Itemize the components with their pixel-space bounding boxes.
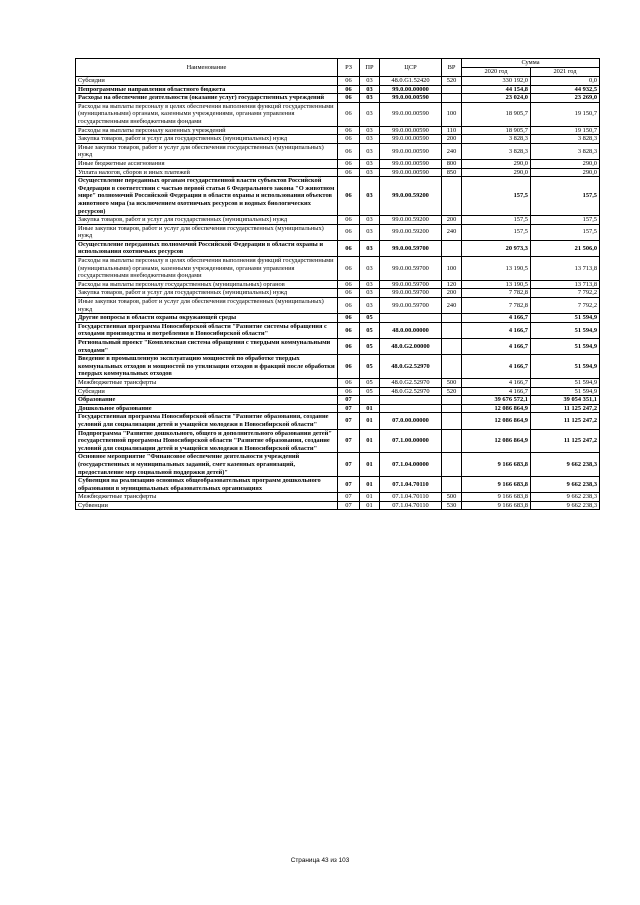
cell-rz: 07 [338, 396, 360, 405]
cell-vr: 520 [442, 387, 462, 396]
cell-2020: 23 024,0 [462, 94, 531, 103]
cell-csr [380, 314, 442, 323]
cell-csr: 99.0.00.00590 [380, 168, 442, 177]
cell-pr: 03 [360, 135, 380, 144]
cell-vr [442, 177, 462, 216]
cell-name: Другие вопросы в области охраны окружающей среды [76, 314, 338, 323]
cell-vr [442, 396, 462, 405]
cell-2021: 11 125 247,2 [531, 429, 600, 453]
page-number: Страница 43 из 103 [290, 857, 350, 864]
cell-vr [442, 85, 462, 94]
cell-2021: 13 713,8 [531, 257, 600, 281]
table-row [76, 298, 600, 314]
table-row [76, 102, 600, 126]
cell-vr [442, 339, 462, 355]
cell-2021: 19 150,7 [531, 102, 600, 126]
cell-vr: 240 [442, 298, 462, 314]
cell-2021: 290,0 [531, 159, 600, 168]
cell-pr: 03 [360, 289, 380, 298]
cell-rz: 07 [338, 477, 360, 493]
cell-vr [442, 477, 462, 493]
cell-2021: 51 594,9 [531, 355, 600, 379]
cell-csr: 48.0.G2.52970 [380, 378, 442, 387]
cell-rz: 06 [338, 387, 360, 396]
cell-vr: 120 [442, 280, 462, 289]
cell-vr [442, 240, 462, 256]
cell-name: Закупка товаров, работ и услуг для государственных (муниципальных) нужд [76, 216, 338, 225]
cell-name: Иные закупки товаров, работ и услуг для обеспечения государственных (муниципальных) нужд [76, 143, 338, 159]
cell-rz: 06 [338, 102, 360, 126]
cell-name: Региональный проект "Комплексная система обращения с твердыми коммунальными отходами" [76, 339, 338, 355]
cell-name: Расходы на выплаты персоналу казенных учреждений [76, 126, 338, 135]
cell-vr: 100 [442, 102, 462, 126]
cell-name: Межбюджетные трансферты [76, 493, 338, 502]
cell-2020: 290,0 [462, 168, 531, 177]
table-row [76, 355, 600, 379]
cell-csr: 48.0.G2.52970 [380, 387, 442, 396]
table-row [76, 159, 600, 168]
cell-vr [442, 94, 462, 103]
table-row [76, 177, 600, 216]
cell-rz: 07 [338, 429, 360, 453]
cell-rz: 06 [338, 177, 360, 216]
column-header-2021: 2021 год [531, 68, 600, 77]
cell-name: Подпрограмма "Развитие дошкольного, общего и дополнительного образования детей" государственной программы Новосибирской области "Развитие образования, создание условий для социализации детей и учащейся молодежи в Новосибирской области" [76, 429, 338, 453]
cell-pr: 05 [360, 339, 380, 355]
cell-vr: 110 [442, 126, 462, 135]
cell-2021: 39 054 351,1 [531, 396, 600, 405]
cell-2020: 13 190,5 [462, 257, 531, 281]
cell-name: Субвенции [76, 501, 338, 510]
cell-csr: 07.1.04.70110 [380, 501, 442, 510]
cell-2021: 157,5 [531, 216, 600, 225]
cell-rz: 06 [338, 355, 360, 379]
cell-csr: 07.1.04.70110 [380, 493, 442, 502]
cell-2020: 3 828,3 [462, 143, 531, 159]
cell-2020: 157,5 [462, 216, 531, 225]
budget-table-sheet [75, 58, 599, 510]
table-row [76, 280, 600, 289]
cell-rz: 06 [338, 216, 360, 225]
cell-pr: 01 [360, 413, 380, 429]
cell-pr [360, 396, 380, 405]
cell-vr: 100 [442, 257, 462, 281]
cell-name: Расходы на выплаты персоналу в целях обеспечения выполнения функций государственными (муниципальными) органами, казенными учреждениями, органами управления государственными внебюджетными фондами [76, 257, 338, 281]
cell-2021: 19 150,7 [531, 126, 600, 135]
cell-2020: 7 782,8 [462, 298, 531, 314]
cell-2020: 157,5 [462, 224, 531, 240]
cell-2020: 44 154,8 [462, 85, 531, 94]
cell-pr: 03 [360, 224, 380, 240]
cell-2020: 20 973,3 [462, 240, 531, 256]
cell-pr: 03 [360, 280, 380, 289]
cell-pr: 03 [360, 240, 380, 256]
table-row [76, 413, 600, 429]
cell-name: Расходы на обеспечение деятельности (оказание услуг) государственных учреждений [76, 94, 338, 103]
cell-2020: 4 166,7 [462, 378, 531, 387]
cell-2020: 39 676 572,1 [462, 396, 531, 405]
cell-name: Иные закупки товаров, работ и услуг для обеспечения государственных (муниципальных) нужд [76, 224, 338, 240]
cell-2021: 51 594,9 [531, 314, 600, 323]
table-row [76, 493, 600, 502]
cell-vr [442, 413, 462, 429]
table-row [76, 322, 600, 338]
cell-rz: 07 [338, 493, 360, 502]
table-row [76, 126, 600, 135]
cell-csr: 07.0.00.00000 [380, 413, 442, 429]
cell-2020: 290,0 [462, 159, 531, 168]
cell-2021: 0,0 [531, 77, 600, 86]
cell-2020: 12 086 864,9 [462, 413, 531, 429]
cell-pr: 01 [360, 429, 380, 453]
cell-vr: 520 [442, 77, 462, 86]
cell-2021: 23 269,0 [531, 94, 600, 103]
cell-2020: 330 192,0 [462, 77, 531, 86]
cell-2020: 7 782,8 [462, 289, 531, 298]
cell-2021: 13 713,8 [531, 280, 600, 289]
cell-name: Закупка товаров, работ и услуг для государственных (муниципальных) нужд [76, 135, 338, 144]
cell-2021: 11 125 247,2 [531, 404, 600, 413]
cell-csr: 48.0.00.00000 [380, 322, 442, 338]
cell-rz: 07 [338, 501, 360, 510]
cell-name: Государственная программа Новосибирской области "Развитие системы обращения с отходами производства и потребления в Новосибирской области" [76, 322, 338, 338]
cell-name: Дошкольное образование [76, 404, 338, 413]
table-row [76, 94, 600, 103]
cell-vr [442, 314, 462, 323]
cell-rz: 06 [338, 85, 360, 94]
table-row [76, 289, 600, 298]
cell-csr: 99.0.00.00590 [380, 135, 442, 144]
table-row [76, 85, 600, 94]
cell-csr: 99.0.00.00590 [380, 94, 442, 103]
cell-csr [380, 404, 442, 413]
cell-name: Расходы на выплаты персоналу в целях обеспечения выполнения функций государственными (муниципальными) органами, казенными учреждениями, органами управления государственными внебюджетными фондами [76, 102, 338, 126]
cell-pr: 03 [360, 77, 380, 86]
cell-2020: 12 086 864,9 [462, 429, 531, 453]
cell-rz: 06 [338, 143, 360, 159]
cell-vr: 500 [442, 493, 462, 502]
cell-csr: 99.0.00.59200 [380, 177, 442, 216]
cell-csr: 99.0.00.59200 [380, 216, 442, 225]
cell-2021: 7 792,2 [531, 298, 600, 314]
table-body [76, 77, 600, 510]
cell-2021: 3 828,3 [531, 135, 600, 144]
cell-2020: 13 190,5 [462, 280, 531, 289]
cell-2021: 157,5 [531, 224, 600, 240]
cell-2020: 4 166,7 [462, 387, 531, 396]
cell-rz: 07 [338, 404, 360, 413]
cell-2021: 9 662 238,3 [531, 453, 600, 477]
cell-name: Уплата налогов, сборов и иных платежей [76, 168, 338, 177]
cell-pr: 03 [360, 216, 380, 225]
cell-2021: 7 792,2 [531, 289, 600, 298]
cell-name: Основное мероприятие "Финансовое обеспечение деятельности учреждений (государственных и муниципальных заданий, смет казенных организаций, предоставление мер социальной поддержки детей)" [76, 453, 338, 477]
cell-rz: 06 [338, 77, 360, 86]
table-row [76, 240, 600, 256]
cell-pr: 03 [360, 257, 380, 281]
cell-vr: 200 [442, 289, 462, 298]
column-header-sum: Сумма [462, 59, 600, 68]
cell-vr [442, 355, 462, 379]
table-row [76, 429, 600, 453]
cell-vr: 240 [442, 143, 462, 159]
cell-csr: 99.0.00.59700 [380, 280, 442, 289]
cell-pr: 01 [360, 477, 380, 493]
cell-vr: 850 [442, 168, 462, 177]
cell-csr: 99.0.00.00590 [380, 126, 442, 135]
cell-2021: 51 594,9 [531, 387, 600, 396]
cell-2021: 9 662 238,3 [531, 493, 600, 502]
cell-2021: 11 125 247,2 [531, 413, 600, 429]
cell-vr [442, 429, 462, 453]
cell-rz: 06 [338, 224, 360, 240]
cell-name: Осуществление переданных полномочий Российской Федерации в области охраны и использования охотничьих ресурсов [76, 240, 338, 256]
cell-rz: 06 [338, 314, 360, 323]
cell-2020: 12 086 864,9 [462, 404, 531, 413]
cell-name: Введение в промышленную эксплуатацию мощностей по обработке твердых коммунальных отходов и мощностей по утилизации отходов и фракций после обработки твердых коммунальных отходов [76, 355, 338, 379]
cell-name: Иные бюджетные ассигнования [76, 159, 338, 168]
cell-rz: 07 [338, 453, 360, 477]
cell-2021: 157,5 [531, 177, 600, 216]
cell-csr: 48.0.G1.52420 [380, 77, 442, 86]
table-row [76, 453, 600, 477]
table-row [76, 404, 600, 413]
cell-2021: 51 594,9 [531, 339, 600, 355]
cell-rz: 06 [338, 298, 360, 314]
table-row [76, 477, 600, 493]
cell-pr: 05 [360, 322, 380, 338]
cell-csr: 99.0.00.00590 [380, 102, 442, 126]
cell-name: Непрограммные направления областного бюджета [76, 85, 338, 94]
table-row [76, 501, 600, 510]
cell-csr: 48.0.G2.52970 [380, 355, 442, 379]
cell-rz: 07 [338, 413, 360, 429]
cell-2020: 4 166,7 [462, 314, 531, 323]
cell-2020: 4 166,7 [462, 322, 531, 338]
table-row [76, 257, 600, 281]
cell-name: Расходы на выплаты персоналу государственных (муниципальных) органов [76, 280, 338, 289]
table-row [76, 168, 600, 177]
cell-csr: 07.1.04.70110 [380, 477, 442, 493]
budget-table [75, 58, 600, 510]
cell-vr [442, 453, 462, 477]
cell-rz: 06 [338, 289, 360, 298]
cell-vr [442, 404, 462, 413]
cell-2020: 9 166 683,8 [462, 453, 531, 477]
cell-pr: 01 [360, 501, 380, 510]
cell-csr [380, 396, 442, 405]
cell-name: Государственная программа Новосибирской области "Развитие образования, создание условий для социализации детей и учащейся молодежи в Новосибирской области" [76, 413, 338, 429]
column-header-pr: ПР [360, 59, 380, 77]
cell-vr: 240 [442, 224, 462, 240]
cell-pr: 03 [360, 159, 380, 168]
column-header-2020: 2020 год [462, 68, 531, 77]
cell-csr: 07.1.04.00000 [380, 453, 442, 477]
cell-2020: 4 166,7 [462, 339, 531, 355]
cell-pr: 03 [360, 126, 380, 135]
cell-rz: 06 [338, 257, 360, 281]
cell-2021: 3 828,3 [531, 143, 600, 159]
cell-rz: 06 [338, 94, 360, 103]
table-row [76, 224, 600, 240]
cell-csr: 99.0.00.59700 [380, 240, 442, 256]
table-row [76, 378, 600, 387]
cell-rz: 06 [338, 322, 360, 338]
cell-2020: 9 166 683,8 [462, 501, 531, 510]
cell-pr: 01 [360, 453, 380, 477]
cell-pr: 03 [360, 168, 380, 177]
cell-2020: 3 828,3 [462, 135, 531, 144]
column-header-rz: РЗ [338, 59, 360, 77]
cell-vr [442, 322, 462, 338]
cell-pr: 05 [360, 314, 380, 323]
cell-pr: 03 [360, 298, 380, 314]
table-row [76, 143, 600, 159]
cell-pr: 03 [360, 177, 380, 216]
cell-rz: 06 [338, 126, 360, 135]
cell-2021: 51 594,9 [531, 322, 600, 338]
cell-vr: 530 [442, 501, 462, 510]
table-row [76, 396, 600, 405]
cell-csr: 07.1.00.00000 [380, 429, 442, 453]
cell-2020: 18 905,7 [462, 126, 531, 135]
cell-rz: 06 [338, 339, 360, 355]
cell-pr: 03 [360, 143, 380, 159]
cell-pr: 03 [360, 102, 380, 126]
cell-csr: 48.0.G2.00000 [380, 339, 442, 355]
cell-vr: 200 [442, 135, 462, 144]
cell-vr: 800 [442, 159, 462, 168]
cell-2020: 18 905,7 [462, 102, 531, 126]
cell-csr: 99.0.00.00000 [380, 85, 442, 94]
table-row [76, 387, 600, 396]
cell-pr: 01 [360, 404, 380, 413]
table-row [76, 314, 600, 323]
cell-rz: 06 [338, 135, 360, 144]
cell-pr: 03 [360, 94, 380, 103]
column-header-csr: ЦСР [380, 59, 442, 77]
cell-csr: 99.0.00.00590 [380, 159, 442, 168]
cell-2021: 290,0 [531, 168, 600, 177]
column-header-name: Наименование [76, 59, 338, 77]
cell-rz: 06 [338, 159, 360, 168]
cell-name: Закупка товаров, работ и услуг для государственных (муниципальных) нужд [76, 289, 338, 298]
cell-name: Субсидии [76, 387, 338, 396]
cell-pr: 01 [360, 493, 380, 502]
table-row [76, 77, 600, 86]
cell-pr: 03 [360, 85, 380, 94]
cell-name: Субвенция на реализацию основных общеобразовательных программ дошкольного образования в муниципальных образовательных организациях [76, 477, 338, 493]
cell-2020: 9 166 683,8 [462, 493, 531, 502]
cell-2021: 51 594,9 [531, 378, 600, 387]
cell-2021: 9 662 238,3 [531, 477, 600, 493]
cell-csr: 99.0.00.00590 [380, 143, 442, 159]
cell-csr: 99.0.00.59700 [380, 298, 442, 314]
cell-2020: 157,5 [462, 177, 531, 216]
table-row [76, 216, 600, 225]
cell-name: Образование [76, 396, 338, 405]
table-row [76, 135, 600, 144]
cell-name: Иные закупки товаров, работ и услуг для обеспечения государственных (муниципальных) нужд [76, 298, 338, 314]
cell-pr: 05 [360, 355, 380, 379]
cell-pr: 05 [360, 378, 380, 387]
cell-2021: 21 506,0 [531, 240, 600, 256]
cell-name: Осуществление переданных органам государственной власти субъектов Российской Федерации в соответствии с частью первой статьи 6 Федерального закона "О животном мире" полномочий Российской Федерации в области охраны и использования объектов животного мира (за исключением охотничьих ресурсов и водных биологических ресурсов) [76, 177, 338, 216]
cell-rz: 06 [338, 240, 360, 256]
cell-2020: 4 166,7 [462, 355, 531, 379]
cell-rz: 06 [338, 280, 360, 289]
cell-vr: 200 [442, 216, 462, 225]
cell-2021: 44 932,5 [531, 85, 600, 94]
column-header-vr: ВР [442, 59, 462, 77]
cell-2020: 9 166 683,8 [462, 477, 531, 493]
cell-csr: 99.0.00.59700 [380, 289, 442, 298]
cell-rz: 06 [338, 168, 360, 177]
cell-2021: 9 662 238,3 [531, 501, 600, 510]
cell-pr: 05 [360, 387, 380, 396]
table-row [76, 339, 600, 355]
cell-csr: 99.0.00.59200 [380, 224, 442, 240]
cell-rz: 06 [338, 378, 360, 387]
cell-name: Субсидии [76, 77, 338, 86]
cell-csr: 99.0.00.59700 [380, 257, 442, 281]
cell-name: Межбюджетные трансферты [76, 378, 338, 387]
cell-vr: 500 [442, 378, 462, 387]
